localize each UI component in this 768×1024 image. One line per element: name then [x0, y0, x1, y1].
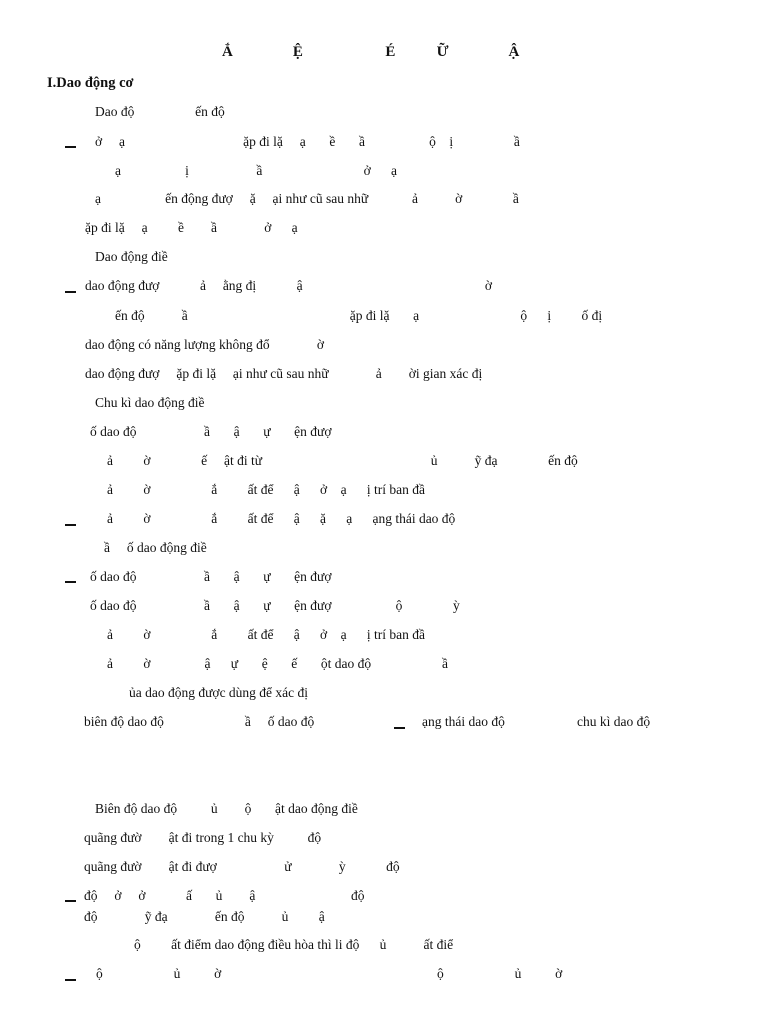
text-line: dao động đượ ặp đi lặ ại như cũ sau nhữ ả ời gian xác đị — [85, 366, 483, 381]
answer-blank — [65, 291, 76, 293]
document-title: Ắ Ệ É Ữ Ậ — [222, 44, 520, 60]
answer-blank — [65, 581, 76, 583]
text-line: ả ờ ắ ất để ậ ở ạ ị trí ban đầ — [107, 482, 425, 497]
answer-blank — [65, 900, 76, 902]
text-line: ến độ ầ ặp đi lặ ạ ộ ị ố đị — [115, 308, 603, 323]
text-line: ả ờ ế ật đi từ ủ ỹ đạ ến độ — [107, 453, 578, 468]
text-line: ạ ị ầ ở ạ — [115, 163, 397, 178]
answer-option: chu kì dao độ — [577, 714, 651, 729]
text-line: ộ ất điểm dao động điều hòa thì li độ ủ ất điể — [134, 937, 454, 952]
text-line: ố dao độ ầ ậ ự ện đượ — [90, 569, 332, 584]
text-line: ả ờ ắ ất để ậ ở ạ ị trí ban đầ — [107, 627, 425, 642]
text-line: ầ ố dao động điề — [104, 540, 207, 555]
text-line: dao động đượ ả ằng đị ậ ờ — [85, 278, 493, 293]
answer-option: ộ ủ ờ — [96, 966, 222, 981]
text-line: ở ạ ặp đi lặ ạ ề ầ ộ ị ầ — [95, 134, 520, 149]
text-line: độ — [351, 888, 365, 903]
answer-blank — [394, 727, 405, 729]
text-line: ả ờ ắ ất để ậ ặ ạ ạng thái dao độ — [107, 511, 456, 526]
text-line: ố dao độ ầ ậ ự ện đượ — [90, 424, 332, 439]
text-line: Biên độ dao độ ủ ộ ật dao động điề — [95, 801, 358, 816]
answer-option: ộ ủ ờ — [437, 966, 563, 981]
text-line: Chu kì dao động điề — [95, 395, 205, 410]
text-line: ủa dao động được dùng để xác đị — [129, 685, 309, 700]
text-line: Dao độ ến độ — [95, 104, 225, 119]
text-line: ố dao độ ầ ậ ự ện đượ ộ ỳ — [90, 598, 460, 613]
text-line: quãng đườ ật đi trong 1 chu kỳ độ — [84, 830, 322, 845]
text-line: ặp đi lặ ạ ề ầ ở ạ — [85, 220, 298, 235]
text-line: quãng đườ ật đi đượ ử ỳ độ — [84, 859, 400, 874]
answer-option: biên độ dao độ ầ ố dao độ — [84, 714, 315, 729]
text-line: độ ở ở ấ ủ ậ — [84, 888, 256, 903]
section-heading: I.Dao động cơ — [47, 75, 134, 91]
answer-blank — [65, 979, 76, 981]
text-line: dao động có năng lượng không đổ ờ — [85, 337, 325, 352]
answer-blank — [65, 146, 76, 148]
answer-option: ạng thái dao độ — [422, 714, 505, 729]
text-line: ạ ến động đượ ặ ại như cũ sau nhữ ả ờ ầ — [95, 191, 519, 206]
text-line: độ ỹ đạ ến độ ủ ậ — [84, 909, 325, 924]
answer-blank — [65, 524, 76, 526]
text-line: ả ờ ậ ự ệ ế ột dao độ ầ — [107, 656, 449, 671]
text-line: Dao động điề — [95, 249, 168, 264]
